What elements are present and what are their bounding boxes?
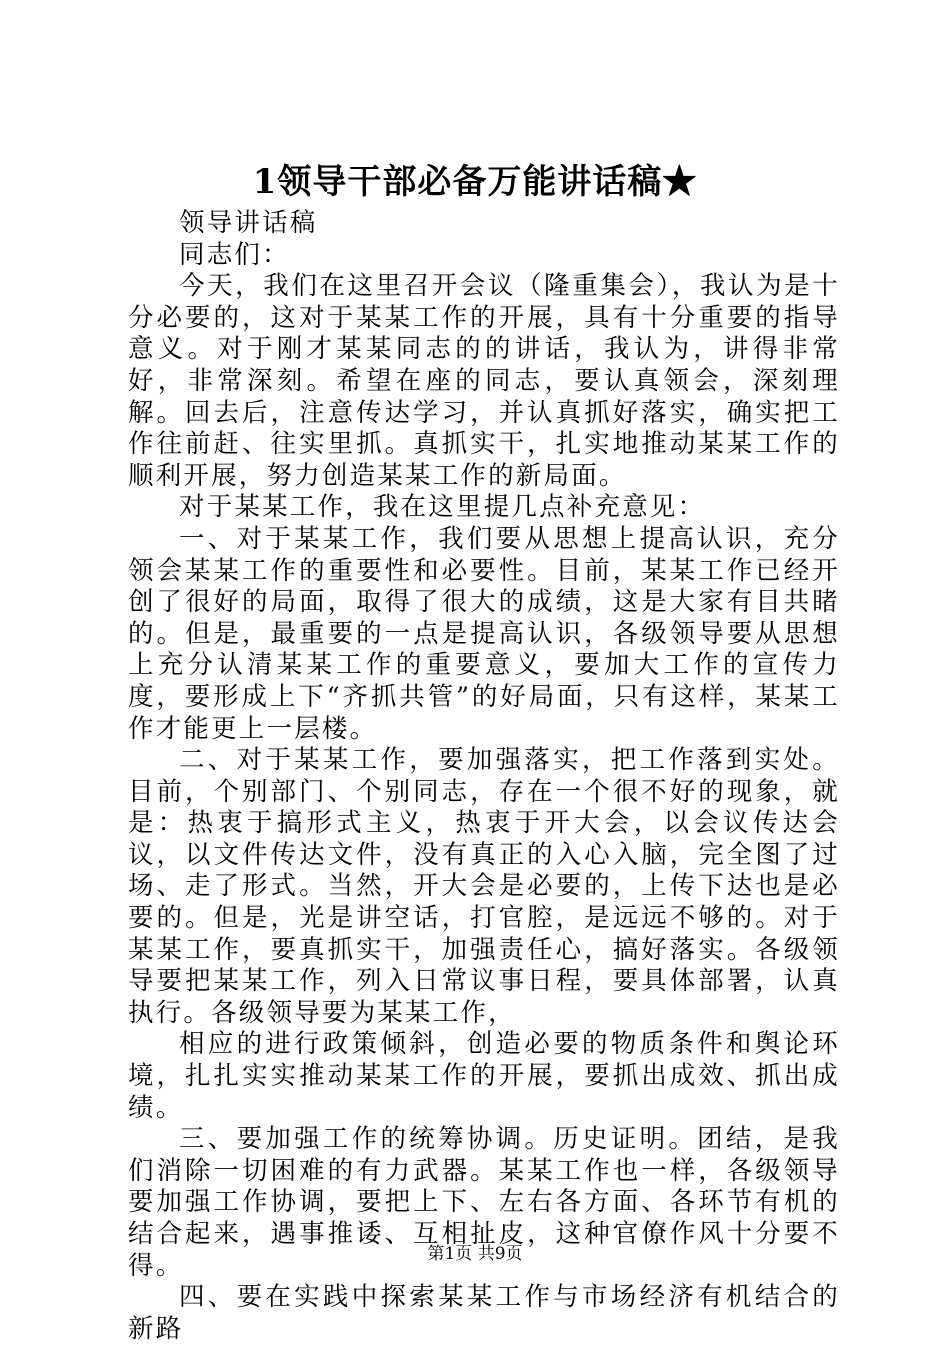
paragraph: 对于某某工作，我在这里提几点补充意见： xyxy=(179,492,706,523)
paragraph: 三、要加强工作的统筹协调。历史证明。团结，是我们消除一切困难的有力武器。某某工作也一样，各级领导要加强工作协调，要把上下、左右各方面、各环节有机的结合起来，遇事推诿、互相扯皮，这种官僚作风十分要不得。 xyxy=(128,1124,840,1281)
paragraph: 相应的进行政策倾斜，创造必要的物质条件和舆论环境，扎扎实实推动某某工作的开展，要抓出成效、抓出成绩。 xyxy=(128,1029,840,1123)
paragraph: 四、要在实践中探索某某工作与市场经济有机结合的新路 xyxy=(128,1282,840,1344)
document-title: 1领导干部必备万能讲话稿★ xyxy=(252,162,698,202)
paragraph: 同志们： xyxy=(179,239,290,270)
paragraph: 领导讲话稿 xyxy=(179,208,318,238)
document-body xyxy=(128,208,840,1345)
paragraph: 一、对于某某工作，我们要从思想上提高认识，充分领会某某工作的重要性和必要性。目前，某某工作已经开创了很好的局面，取得了很大的成绩，这是大家有目共睹的。但是，最重要的一点是提高认识，各级领导要从思想上充分认清某某工作的重要意义，要加大工作的宣传力度，要形成上下“齐抓共管”的好局面，只有这样，某某工作才能更上一层楼。 xyxy=(128,523,840,744)
page-number-footer: 第1页 共9页 xyxy=(427,1244,523,1264)
paragraph: 今天，我们在这里召开会议（隆重集会），我认为是十分必要的，这对于某某工作的开展，具有十分重要的指导意义。对于刚才某某同志的的讲话，我认为，讲得非常好，非常深刻。希望在座的同志，要认真领会，深刻理解。回去后，注意传达学习，并认真抓好落实，确实把工作往前赶、往实里抓。真抓实干，扎实地推动某某工作的顺利开展，努力创造某某工作的新局面。 xyxy=(128,271,840,491)
paragraph: 二、对于某某工作，要加强落实，把工作落到实处。目前，个别部门、个别同志，存在一个很不好的现象，就是：热衷于搞形式主义，热衷于开大会，以会议传达会议，以文件传达文件，没有真正的入心入脑，完全图了过场、走了形式。当然，开大会是必要的，上传下达也是必要的。但是，光是讲空话，打官腔，是远远不够的。对于某某工作，要真抓实干，加强责任心，搞好落实。各级领导要把某某工作，列入日常议事日程，要具体部署，认真执行。各级领导要为某某工作， xyxy=(128,745,840,1028)
